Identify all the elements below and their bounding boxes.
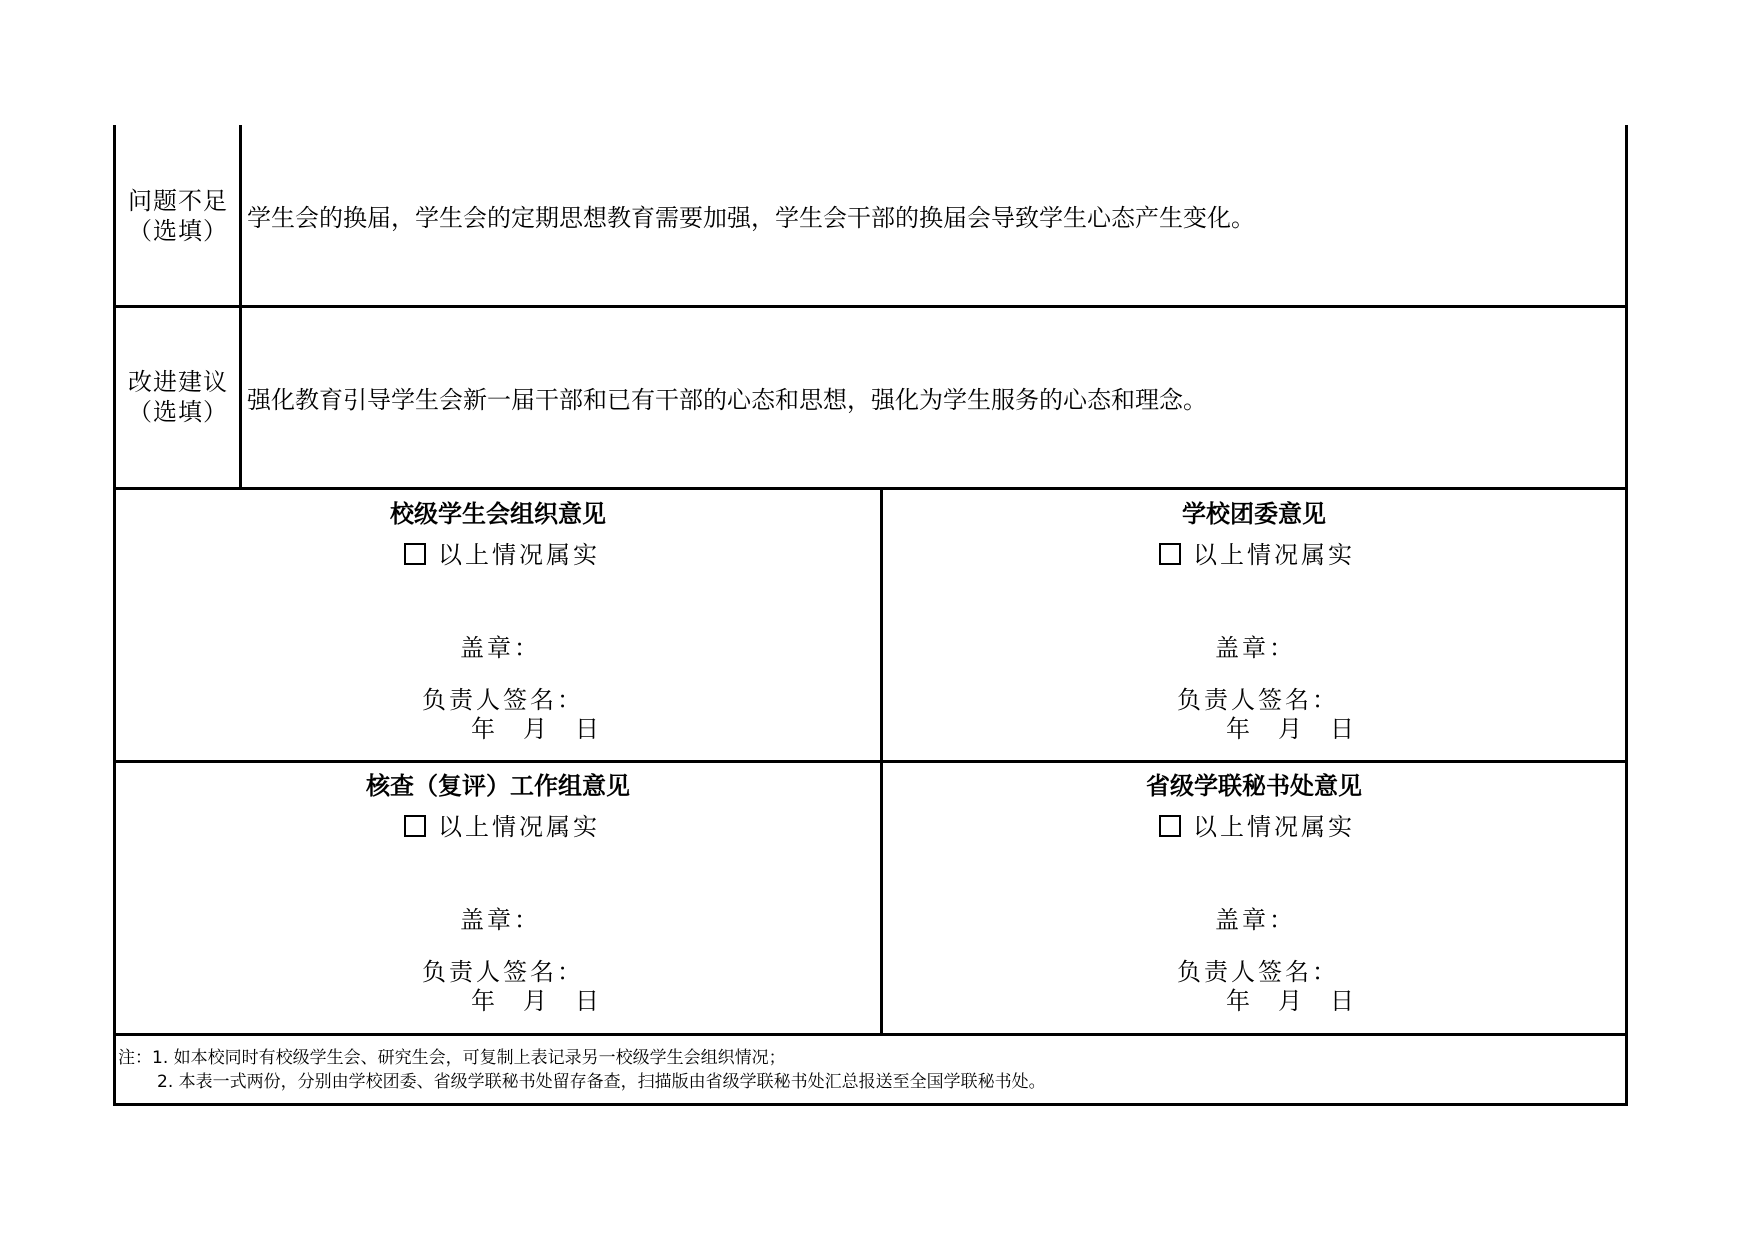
row-divider-4 — [113, 1033, 1628, 1036]
row-divider-1 — [113, 305, 1628, 308]
row-divider-3 — [113, 760, 1628, 763]
checkbox-label: 以上情况属实 — [438, 813, 600, 841]
provincial-secretariat-confirm-checkbox[interactable] — [1159, 813, 1355, 841]
school-union-confirm-checkbox[interactable] — [404, 541, 600, 569]
problems-label — [118, 186, 238, 246]
table-left-border — [113, 125, 116, 1106]
review-group-seal-label: 盖章： — [460, 906, 541, 934]
league-committee-date: 年 月 日 — [1226, 715, 1356, 743]
suggestions-label-line2: （选填） — [128, 398, 228, 426]
suggestions-label-line1: 改进建议 — [128, 368, 228, 396]
checkbox-box[interactable] — [1159, 543, 1181, 565]
note-line-2: 2. 本表一式两份，分别由学校团委、省级学联秘书处留存备查，扫描版由省级学联秘书处汇总报送至全国学联秘书处。 — [157, 1072, 1046, 1092]
checkbox-label: 以上情况属实 — [1193, 541, 1355, 569]
provincial-secretariat-opinion-title: 省级学联秘书处意见 — [1146, 772, 1362, 800]
league-committee-opinion-title: 学校团委意见 — [1182, 500, 1326, 528]
checkbox-label: 以上情况属实 — [1193, 813, 1355, 841]
checkbox-label: 以上情况属实 — [438, 541, 600, 569]
checkbox-box[interactable] — [404, 543, 426, 565]
row-divider-2 — [113, 487, 1628, 490]
provincial-secretariat-date: 年 月 日 — [1226, 987, 1356, 1015]
note-line-1: 注：1. 如本校同时有校级学生会、研究生会，可复制上表记录另一校级学生会组织情况； — [118, 1048, 786, 1068]
school-union-signature-label: 负责人签名： — [422, 686, 584, 714]
league-committee-seal-label: 盖章： — [1215, 634, 1296, 662]
table-right-border — [1625, 125, 1628, 1106]
review-group-date: 年 月 日 — [471, 987, 601, 1015]
league-committee-confirm-checkbox[interactable] — [1159, 541, 1355, 569]
league-committee-signature-label: 负责人签名： — [1177, 686, 1339, 714]
suggestions-content: 强化教育引导学生会新一届干部和已有干部的心态和思想，强化为学生服务的心态和理念。 — [247, 386, 1207, 414]
school-union-opinion-title: 校级学生会组织意见 — [390, 500, 606, 528]
school-union-date: 年 月 日 — [471, 715, 601, 743]
review-group-signature-label: 负责人签名： — [422, 958, 584, 986]
provincial-secretariat-signature-label: 负责人签名： — [1177, 958, 1339, 986]
review-group-opinion-title: 核查（复评）工作组意见 — [366, 772, 630, 800]
problems-label-line2: （选填） — [128, 217, 228, 245]
review-group-confirm-checkbox[interactable] — [404, 813, 600, 841]
suggestions-label — [118, 367, 238, 427]
checkbox-box[interactable] — [404, 815, 426, 837]
provincial-secretariat-seal-label: 盖章： — [1215, 906, 1296, 934]
school-union-seal-label: 盖章： — [460, 634, 541, 662]
checkbox-box[interactable] — [1159, 815, 1181, 837]
problems-content: 学生会的换届，学生会的定期思想教育需要加强，学生会干部的换届会导致学生心态产生变化。 — [247, 204, 1255, 232]
table-bottom-border — [113, 1103, 1628, 1106]
problems-label-line1: 问题不足 — [128, 187, 228, 215]
